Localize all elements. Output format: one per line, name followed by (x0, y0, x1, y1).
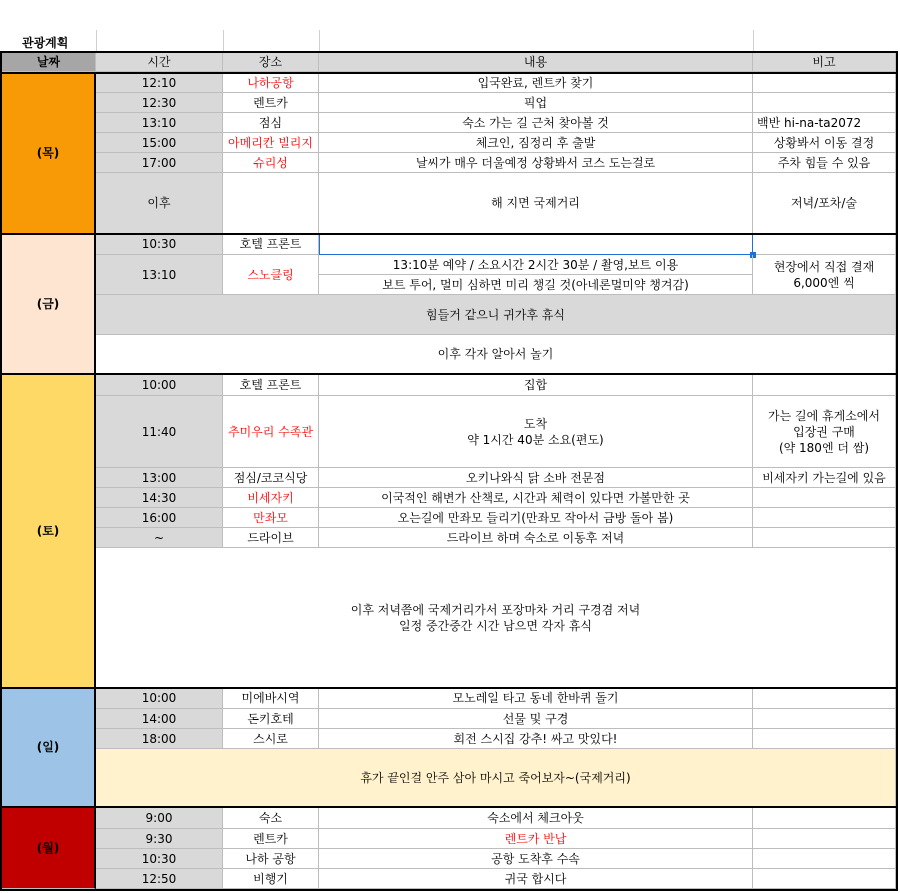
place-cell: 나하 공항 (223, 849, 319, 869)
place-cell: 미에바시역 (223, 688, 319, 709)
note-cell (753, 73, 896, 93)
time-cell: 10:00 (96, 688, 223, 709)
place-cell: 아메리칸 빌리지 (223, 133, 319, 153)
day-label-sat: (토) (2, 374, 96, 688)
place-cell: 호텔 프론트 (223, 234, 319, 255)
content-cell: 체크인, 짐정리 후 출발 (319, 133, 753, 153)
note-cell (753, 709, 896, 729)
place-cell: 슈리성 (223, 153, 319, 173)
time-cell: 이후 (96, 173, 223, 234)
time-cell: 9:00 (96, 807, 223, 829)
border-line (0, 373, 898, 375)
time-cell: 12:10 (96, 73, 223, 93)
day-label-thu: (목) (2, 73, 96, 234)
content-cell: 숙소에서 체크아웃 (319, 807, 753, 829)
content-cell: 드라이브 하며 숙소로 이동후 저녁 (319, 528, 753, 548)
note-cell (753, 93, 896, 113)
note-cell (753, 488, 896, 508)
day-label-sun: (일) (2, 688, 96, 807)
note-cell: 비세자키 가는길에 있음 (753, 468, 896, 488)
time-cell: 12:50 (96, 869, 223, 889)
content-cell: 픽업 (319, 93, 753, 113)
merged-note: 휴가 끝인걸 안주 삼아 마시고 죽어보자~(국제거리) (96, 749, 896, 807)
selected-cell[interactable] (319, 234, 753, 255)
merged-note: 힘들거 같으니 귀가후 휴식 (96, 295, 896, 335)
place-cell: 렌트카 (223, 829, 319, 849)
content-cell: 회전 스시집 강추! 싸고 맛있다! (319, 729, 753, 749)
time-cell: 10:00 (96, 374, 223, 396)
header-note: 비고 (753, 53, 896, 72)
header-date: 날짜 (2, 53, 96, 72)
place-cell: 스노클링 (223, 255, 319, 295)
time-cell: 13:10 (96, 255, 223, 295)
note-cell (753, 729, 896, 749)
time-cell: 11:40 (96, 396, 223, 468)
border-line (0, 233, 898, 235)
place-cell: 추미우리 수족관 (223, 396, 319, 468)
place-cell: 점심/코코식당 (223, 468, 319, 488)
border-line (0, 72, 898, 74)
border-line (896, 51, 898, 891)
place-cell: 스시로 (223, 729, 319, 749)
sheet-title: 관광계획 (22, 36, 69, 50)
note-cell: 가는 길에 휴게소에서 입장권 구매 (약 180엔 더 쌈) (753, 396, 896, 468)
border-line (0, 889, 898, 891)
time-cell: 12:30 (96, 93, 223, 113)
place-cell: 비행기 (223, 869, 319, 889)
note-cell (753, 869, 896, 889)
border-line (0, 806, 898, 808)
time-cell: 15:00 (96, 133, 223, 153)
place-cell: 드라이브 (223, 528, 319, 548)
merged-note: 이후 각자 알아서 놀기 (96, 335, 896, 374)
content-cell: 공항 도착후 수속 (319, 849, 753, 869)
time-cell: 9:30 (96, 829, 223, 849)
note-cell (753, 528, 896, 548)
header-place: 장소 (223, 53, 319, 72)
content-cell: 선물 및 구경 (319, 709, 753, 729)
content-cell: 오는길에 만좌모 들리기(만좌모 작아서 금방 돌아 봄) (319, 508, 753, 528)
content-cell: 렌트카 반납 (319, 829, 753, 849)
content-cell: 해 지면 국제거리 (319, 173, 753, 234)
place-cell (223, 173, 319, 234)
place-cell: 나하공항 (223, 73, 319, 93)
content-cell: 날씨가 매우 더울예정 상황봐서 코스 도는걸로 (319, 153, 753, 173)
merged-note: 이후 저녁쯤에 국제거리가서 포장마차 거리 구경겸 저녁 일정 중간중간 시간 남으면 각자 휴식 (96, 548, 896, 688)
content-cell: 입국완료, 렌트카 찾기 (319, 73, 753, 93)
note-cell (753, 849, 896, 869)
note-cell: 상황봐서 이동 결정 (753, 133, 896, 153)
header-content: 내용 (319, 53, 753, 72)
content-cell: 도착 약 1시간 40분 소요(편도) (319, 396, 753, 468)
border-line (0, 687, 898, 689)
note-cell (753, 829, 896, 849)
note-cell (753, 374, 896, 396)
time-cell: 10:30 (96, 234, 223, 255)
note-cell: 백반 hi-na-ta2072 (753, 113, 896, 133)
note-cell: 주차 힘들 수 있음 (753, 153, 896, 173)
content-cell: 집합 (319, 374, 753, 396)
place-cell: 비세자키 (223, 488, 319, 508)
content-cell: 보트 투어, 멀미 심하면 미리 챙길 것(아네론멀미약 챙겨감) (319, 275, 753, 295)
day-label-mon: (월) (2, 807, 96, 889)
time-cell: 13:10 (96, 113, 223, 133)
time-cell: ~ (96, 528, 223, 548)
content-cell: 13:10분 예약 / 소요시간 2시간 30분 / 촬영,보트 이용 (319, 255, 753, 275)
time-cell: 14:30 (96, 488, 223, 508)
content-cell: 모노레일 타고 동네 한바퀴 돌기 (319, 688, 753, 709)
place-cell: 만좌모 (223, 508, 319, 528)
time-cell: 16:00 (96, 508, 223, 528)
border-line (0, 51, 2, 891)
note-cell: 현장에서 직접 결재 6,000엔 씩 (753, 255, 896, 295)
note-cell (753, 807, 896, 829)
time-cell: 14:00 (96, 709, 223, 729)
note-cell (753, 234, 896, 255)
time-cell: 18:00 (96, 729, 223, 749)
place-cell: 호텔 프론트 (223, 374, 319, 396)
day-label-fri: (금) (2, 234, 96, 374)
time-cell: 10:30 (96, 849, 223, 869)
border-line (0, 51, 898, 53)
time-cell: 13:00 (96, 468, 223, 488)
place-cell: 돈키호테 (223, 709, 319, 729)
note-cell: 저녁/포차/술 (753, 173, 896, 234)
place-cell: 점심 (223, 113, 319, 133)
content-cell: 숙소 가는 길 근처 찾아볼 것 (319, 113, 753, 133)
content-cell: 이국적인 해변가 산책로, 시간과 체력이 있다면 가볼만한 곳 (319, 488, 753, 508)
place-cell: 렌트카 (223, 93, 319, 113)
content-cell: 오키나와식 닭 소바 전문점 (319, 468, 753, 488)
time-cell: 17:00 (96, 153, 223, 173)
header-time: 시간 (96, 53, 223, 72)
place-cell: 숙소 (223, 807, 319, 829)
content-cell: 귀국 합시다 (319, 869, 753, 889)
note-cell (753, 508, 896, 528)
note-cell (753, 688, 896, 709)
